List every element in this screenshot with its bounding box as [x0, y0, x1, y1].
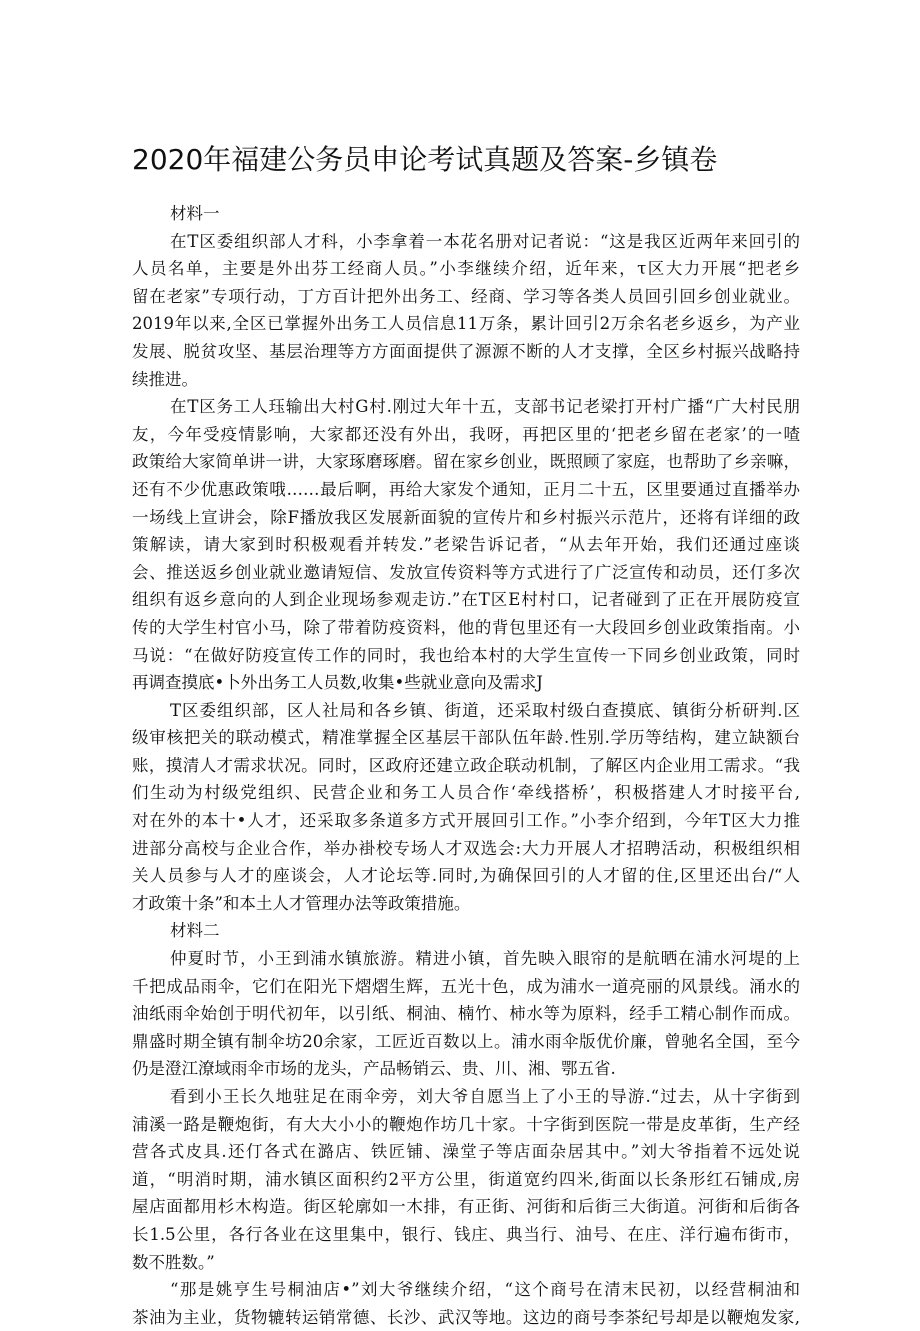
text-line: 对在外的本十•人才，还采取多条道多方式开展回引工作。”小李介绍到，今年T区大力推 [132, 811, 800, 831]
document-body [132, 200, 800, 1331]
text-line: 传的大学生村官小马，除了带着防疫资料，他的背包里还有一大段回乡创业政策指南。小 [132, 617, 800, 637]
text-line: 2019年以来,全区已掌握外出务工人员信息11万条，累计回引2万余名老乡返乡，为产业 [132, 314, 800, 334]
text-line: 还有不少优惠政策哦……最后啊，再给大家发个通知，正月二十五，区里要通过直播举办 [132, 479, 800, 499]
text-line: 营各式皮具.还仃各式在潞店、铁匠铺、澡堂子等店面杂居其中。”刘大爷指着不远处说 [132, 1142, 800, 1162]
text-line: 组织有返乡意向的人到企业现场参观走访.”在T区E村村口，记者碰到了正在开展防疫宣 [132, 590, 800, 610]
text-line: 关人员参与人才的座谈会，人才论坛等.同时,为确保回引的人才留的住,区里还出台/“人 [132, 866, 800, 886]
text-line: T区委组织部，区人社局和各乡镇、街道，还采取村级白查摸底、镇街分析研判.区 [170, 700, 800, 720]
text-line: 进部分高校与企业合作，举办褂校专场人才双选会:大力开展人才招聘活动，积极组织相 [132, 838, 800, 858]
text-line: 人员名单，主要是外出芬工经商人员。”小李继续介绍，近年来，τ区大力开展“把老乡 [132, 259, 800, 279]
text-line: 级审核把关的联动模式，精准掌握全区基层干部队伍年龄.性别.学历等结构，建立缺额台 [132, 728, 800, 748]
text-line: 茶油为主业，货物辘转运销常德、长沙、武汉等地。这边的商号李茶纪号却是以鞭炮发家, [132, 1307, 800, 1327]
page-title: 2020年福建公务员申论考试真题及答案-乡镇卷 [132, 143, 718, 176]
text-line: 在T区务工人珏输出大村G村.刚过大年十五，支部书记老梁打开村广播“广大村民朋 [170, 397, 800, 417]
text-line: 屋店面都用杉木构造。街区轮廓如一木排，有正街、河街和后街三大街道。河街和后街各 [132, 1197, 800, 1217]
text-line: 才政策十条”和本土人才管理办法等政策措施。 [132, 893, 471, 913]
text-line: 友，今年受疫情影响，大家都还没有外出，我呀，再把区里的‘把老乡留在老家’的一喳 [132, 424, 800, 444]
text-line: 马说：“在做好防疫宣传工作的同时，我也给本村的大学生宣传一下同乡创业政策，同时 [132, 645, 800, 665]
text-line: 策解读，请大家到时积极观看并转发.”老梁告诉记者，“从去年开始，我们还通过座谈 [132, 535, 800, 555]
text-line: 仲夏时节，小王到浦水镇旅游。精进小镇，首先映入眼帘的是航晒在浦水河堤的上 [170, 949, 800, 969]
text-line: 道，“明消时期，浦水镇区面积约2平方公里，街道宽约四米,街面以长条形红石铺成,房 [132, 1169, 800, 1189]
text-line: 油纸雨伞始创于明代初年，以引纸、桐油、楠竹、柿水等为原料，经手工精心制作而成。 [132, 1004, 800, 1024]
text-line: 账，摸清人才需求状况。同时，区政府还建立政企联动机制，了解区内企业用工需求。“我 [132, 755, 800, 775]
text-line: 长1.5公里，各行各业在这里集中，银行、钱庄、典当行、油号、在庄、洋行遍布街市， [132, 1224, 800, 1244]
text-line: 鼎盛时期全镇有制伞坊20余家，工匠近百数以上。浦水雨伞版优价廉，曾驰名全国，至今 [132, 1031, 800, 1051]
text-line: 浦溪一路是鞭炮街，有大大小小的鞭炮作坊几十家。十字街到医院一带是皮革街，生产经 [132, 1114, 800, 1134]
text-line: 一场线上宣讲会，除F播放我区发展新面貌的宣传片和乡村振兴示范片，还将有详细的政 [132, 507, 800, 527]
text-line: 看到小王长久地驻足在雨伞旁，刘大爷自愿当上了小王的导游.“过去，从十字街到 [170, 1087, 800, 1106]
section-heading: 材料一 [170, 204, 220, 223]
text-line: 数不胜数。” [132, 1252, 215, 1272]
text-line: 仍是澄江潦域雨伞市场的龙头，产品畅销云、贵、川、湘、鄂五省. [132, 1059, 616, 1079]
text-line: “那是姚亨生号桐油店•”刘大爷继续介绍，“这个商号在清末民初，以经营桐油和 [170, 1280, 800, 1300]
text-line: 在T区委组织部人才科，小李拿着一本花名册对记者说：“这是我区近两年来回引的 [170, 231, 800, 251]
text-line: 发展、脱贫攻坚、基层治理等方方面面提供了源源不断的人才支撑，全区乡村振兴战略持 [132, 341, 800, 361]
text-line: 千把成品雨伞，它们在阳光下熠熠生辉，五光十色，成为浦水一道亮丽的风景线。涌水的 [132, 976, 800, 996]
text-line: 们生动为村级党组织、民营企业和务工人员合作‘牵线搭桥’，积极搭建人才时接平台, [132, 783, 800, 803]
text-line: 留在老家”专项行动，丁方百计把外出务工、经商、学习等各类人员回引回乡创业就业。 [132, 286, 800, 306]
text-line: 政策给大家简单讲一讲，大家琢磨琢磨。留在家乡创业，既照顾了家庭，也帮助了乡亲嘛， [132, 452, 800, 472]
text-line: 续推进。 [132, 369, 198, 389]
text-line: 会、推送返乡创业就业邀请短信、发放宣传资料等方式进行了广泛宣传和动员，还仃多次 [132, 562, 800, 582]
text-line: 再调查摸底•卜外出务工人员数,收集•些就业意向及需求J [132, 673, 543, 693]
section-heading: 材料二 [170, 921, 220, 941]
